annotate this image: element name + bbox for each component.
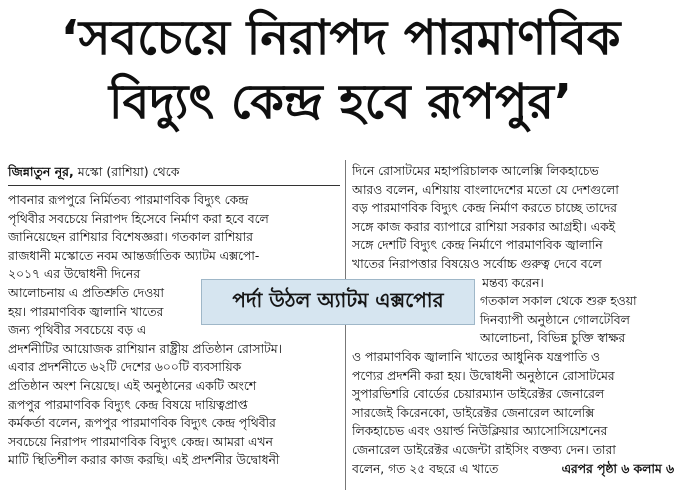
right-line: জেনারেল ডাইরেক্টর এজেন্টা রাইসিং বক্তব্য দেন। তারা [352, 442, 616, 457]
left-line: সবচেয়ে নিরাপদ পারমাণবিক বিদ্যুৎ কেন্দ্র। আমরা এখন [8, 434, 273, 449]
right-line: সুপারভিশরি বোর্ডের চেয়ারম্যান ডাইরেক্টর জেনারেল [352, 387, 604, 402]
right-line: সঙ্গে দেশটি বিদ্যুৎ কেন্দ্র নির্মাণে পারমাণবিক জ্বালানি [352, 238, 603, 253]
right-line: বড় পারমাণবিক বিদ্যুৎ কেন্দ্র নির্মাণ করতে চাচ্ছে তাদের [352, 201, 617, 216]
left-line: পৃথিবীর সবচেয়ে নিরাপদ হিসেবে নির্মাণ করা হবে বলে [8, 211, 269, 226]
left-line: হয়। পারমাণবিক জ্বালানি খাতের [8, 304, 164, 319]
left-line: জানিয়েছেন রাশিয়ার বিশেষজ্ঞরা। গতকাল রাশিয়ার [8, 230, 253, 245]
right-line: খাতের নিরাপত্তার বিষয়েও সর্বোচ্চ গুরুত্ব দেবে বলে [352, 256, 602, 271]
pull-quote-text: পর্দা উঠল অ্যাটম এক্সপোর [232, 287, 444, 312]
column-divider [345, 160, 346, 490]
right-line: পণ্যের প্রদর্শনী করা হয়। উদ্বোধনী অনুষ্ঠানে রোসাটমের [352, 368, 615, 383]
right-line: ও পারমাণবিক জ্বালানি খাতের আধুনিক যন্ত্রপাতি ও [352, 349, 600, 364]
left-line: রাজধানী মস্কোতে নবম আন্তর্জাতিক অ্যাটম এক্সপো- [8, 248, 260, 263]
byline-location: মস্কো (রাশিয়া) থেকে [73, 164, 180, 179]
right-line-text: বলেন, গত ২৫ বছরে এ খাতে [352, 461, 499, 476]
right-line: লিকহাচেভ এবং ওয়ার্ল্ড নিউক্লিয়ার অ্যাসোসিয়েশনের [352, 424, 608, 439]
right-line-last [352, 460, 674, 479]
left-line: জন্য পৃথিবীর সবচেয়ে বড় এ [8, 323, 147, 338]
headline [0, 6, 681, 134]
byline [8, 162, 340, 186]
continued-jump: এরপর পৃষ্ঠা ৬ কলাম ৬ [561, 461, 674, 476]
left-line: কর্মকর্তা বলেন, রূপপুর পারমাণবিক বিদ্যুৎ কেন্দ্র পৃথিবীর [8, 416, 276, 431]
right-line: সারজেই কিরেনকো, ডাইরেক্টর জেনারেল আলেক্সি [352, 405, 595, 420]
left-line: আলোচনায় এ প্রতিশ্রুতি দেওয়া [8, 285, 164, 300]
right-line: সঙ্গে কাজ করার ব্যাপারে রাশিয়া সরকার আগ্রহী। একই [352, 219, 616, 234]
headline-line-2: বিদ্যুৎ কেন্দ্র হবে রূপপুর’ [108, 74, 573, 130]
left-line: মাটি স্থিতিশীল করার কাজ করছি। এই প্রদর্শনীর উদ্বোধনী [8, 453, 280, 468]
right-line: আলোচনা, বিভিন্ন চুক্তি স্বাক্ষর [480, 331, 626, 346]
left-line: পাবনার রূপপুরে নির্মিতব্য পারমাণবিক বিদ্যুৎ কেন্দ্র [8, 193, 249, 207]
right-line: আরও বলেন, এশিয়ায় বাংলাদেশের মতো যে দেশগুলো [352, 182, 619, 197]
left-line: ২০১৭ এর উদ্বোধনী দিনের [8, 267, 140, 282]
byline-author: জিন্নাতুন নূর, [8, 164, 74, 179]
right-line: দিনে রোসাটমের মহাপরিচালক আলেক্সি লিকহাচেভ [352, 164, 599, 178]
left-line: এবার প্রদর্শনীতে ৬২টি দেশের ৬০০টি ব্যবসায়িক [8, 360, 242, 375]
left-line: প্রতিষ্ঠান অংশ নিয়েছে। এই অনুষ্ঠানের একটি অংশে [8, 378, 257, 393]
right-line: দিনব্যাপী অনুষ্ঠানে গোলটেবিল [480, 312, 630, 327]
pull-quote-box [201, 279, 475, 325]
right-line: মন্তব্য করেন। [482, 275, 544, 290]
right-line: গতকাল সকাল থেকে শুরু হওয়া [480, 294, 637, 309]
headline-line-1: ‘সবচেয়ে নিরাপদ পারমাণবিক [60, 10, 621, 66]
left-line: প্রদর্শনীটির আয়োজক রাশিয়ান রাষ্ট্রীয় প্রতিষ্ঠান রোসাটম। [8, 341, 282, 356]
left-line: রূপপুর পারমাণবিক বিদ্যুৎ কেন্দ্র বিষয়ে দায়িত্বপ্রাপ্ত [8, 397, 248, 412]
